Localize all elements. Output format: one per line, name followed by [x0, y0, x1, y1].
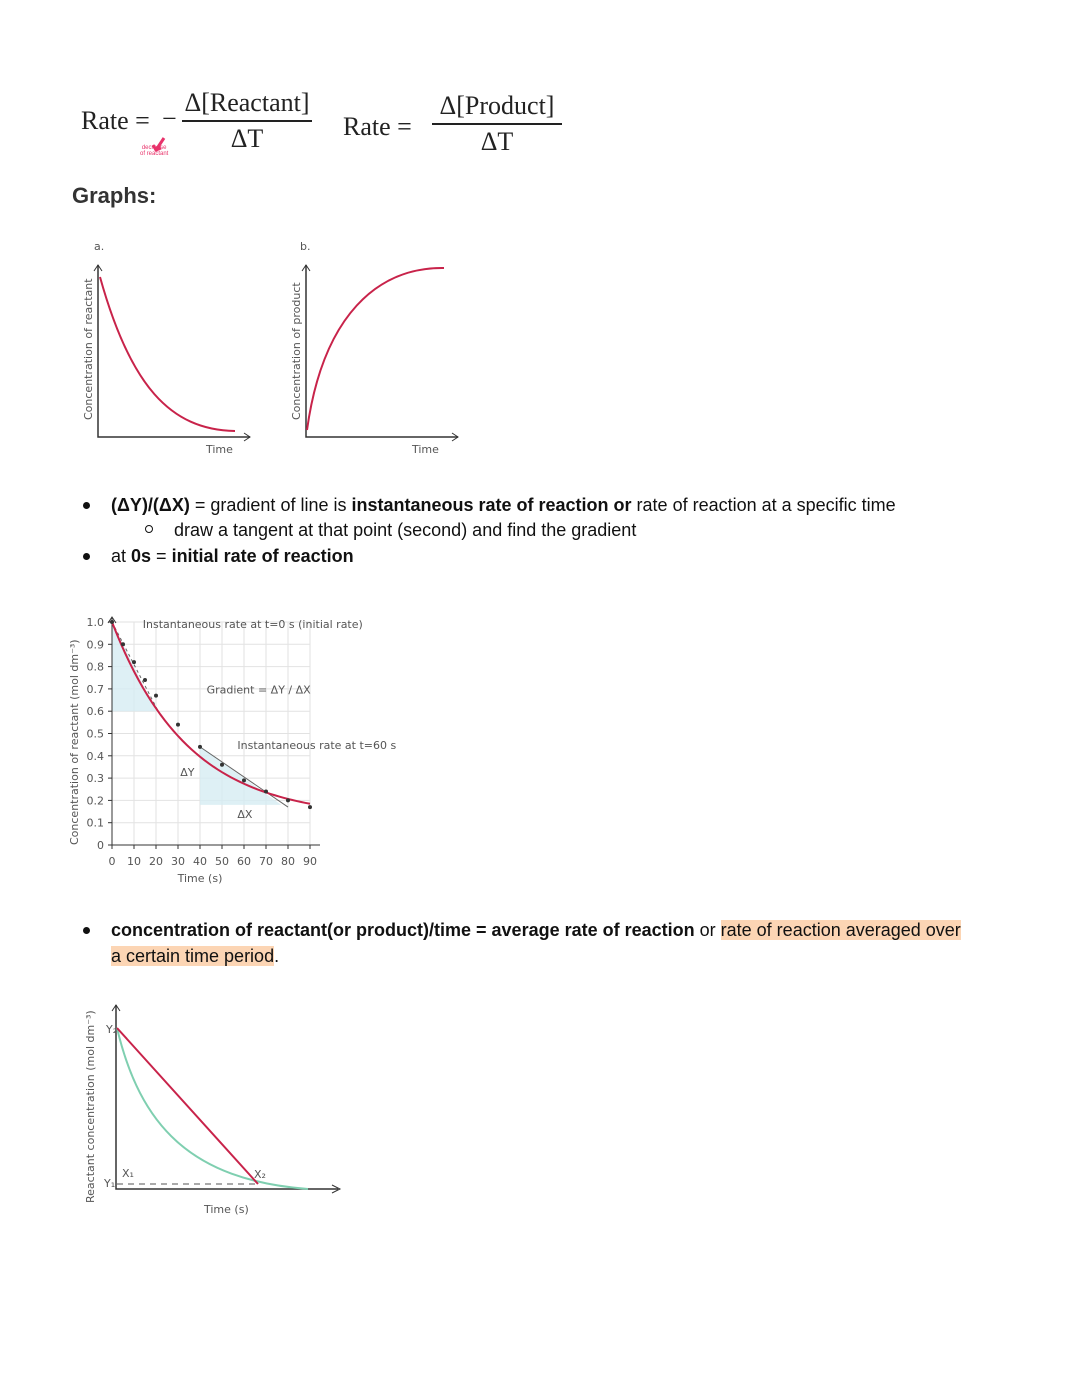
y-tick-label: 0.7	[86, 682, 104, 696]
x-axis-label: Time (s)	[204, 1203, 249, 1216]
x-tick-label: 30	[171, 855, 185, 868]
data-point	[154, 694, 158, 698]
graph-label: b.	[300, 240, 311, 253]
rate-label-2: Rate =	[343, 112, 412, 141]
text: = gradient of line is	[189, 495, 352, 515]
x-axis-label: Time (s)	[177, 872, 223, 885]
data-point	[198, 745, 202, 749]
average-rate-chart	[70, 995, 360, 1220]
bullet-average-rate	[111, 917, 1041, 969]
y-tick-label: 0.9	[86, 638, 104, 652]
y2-label: Y₂	[106, 1023, 118, 1036]
data-point	[176, 723, 180, 727]
x-tick-label: 40	[193, 855, 207, 868]
numerator: Δ[Product]	[439, 91, 555, 120]
annotation-2: Instantaneous rate at t=60 s	[237, 739, 397, 753]
annotation-1: Gradient = ΔY / ΔX	[206, 683, 311, 697]
annotation-3: ΔY	[180, 765, 195, 779]
x2-label: X₂	[254, 1168, 266, 1181]
x-axis-label: Time	[206, 443, 233, 456]
data-point	[220, 763, 224, 767]
denominator: ΔT	[230, 124, 264, 153]
y-tick-label: 0.3	[86, 772, 104, 786]
data-point	[242, 778, 246, 782]
data-point	[264, 789, 268, 793]
y-tick-label: 1.0	[86, 616, 104, 629]
x-tick-label: 50	[215, 855, 229, 868]
y-axis-label: Concentration of reactant	[82, 278, 95, 420]
text: instantaneous rate of reaction or	[351, 495, 632, 515]
x-tick-label: 80	[281, 855, 295, 868]
y-tick-label: 0.8	[86, 660, 104, 674]
annotation-0: Instantaneous rate at t=0 s (initial rate)	[142, 618, 363, 631]
numerator: Δ[Reactant]	[184, 88, 310, 117]
annotation-line-1: decrease	[141, 145, 167, 151]
text: rate of reaction at a specific time	[631, 495, 896, 515]
graph-label: a.	[94, 240, 105, 253]
sub-bullet-tangent: draw a tangent at that point (second) and find the gradient	[174, 520, 637, 540]
x-tick-label: 20	[149, 855, 163, 868]
y-tick-label: 0.6	[86, 705, 104, 719]
y-axis-label: Reactant concentration (mol dm⁻³)	[84, 1010, 97, 1203]
text: 0s	[131, 546, 152, 566]
y-tick-label: 0.1	[86, 816, 104, 830]
text: at	[111, 546, 132, 566]
y-tick-label: 0.2	[86, 794, 104, 808]
text: or	[694, 920, 721, 940]
data-point	[308, 805, 312, 809]
text: (ΔY)/(ΔX)	[111, 495, 190, 515]
x-tick-label: 0	[108, 855, 116, 868]
bullet-icon	[83, 927, 90, 934]
axes	[116, 1005, 338, 1189]
text: initial rate of reaction	[171, 546, 354, 566]
y-tick-label: 0	[97, 839, 104, 852]
section-heading: Graphs:	[72, 183, 157, 208]
x1-label: X₁	[122, 1167, 134, 1180]
text: =	[151, 546, 172, 566]
text: .	[274, 946, 280, 966]
x-tick-label: 90	[303, 855, 317, 868]
average-rate-line	[117, 1028, 258, 1184]
highlighted-text: a certain time period	[111, 946, 275, 966]
annotation-line-2: of reactant	[140, 151, 169, 157]
y-axis-label: Concentration of product	[290, 282, 303, 420]
y-tick-label: 0.4	[86, 749, 104, 763]
data-point	[121, 642, 125, 646]
concentration-curve	[117, 1028, 308, 1189]
minus-sign: −	[162, 104, 177, 133]
data-point	[286, 798, 290, 802]
y1-label: Y₁	[104, 1177, 116, 1190]
data-point	[143, 678, 147, 682]
rate-label-1: Rate =	[81, 106, 150, 135]
highlighted-text: rate of reaction averaged over	[720, 920, 961, 940]
denominator: ΔT	[480, 127, 514, 156]
axis-arrows	[112, 1005, 340, 1193]
x-axis-label: Time	[412, 443, 439, 456]
y-axis-label: Concentration of reactant (mol dm⁻³)	[68, 639, 81, 845]
data-point	[132, 660, 136, 664]
x-tick-label: 10	[127, 855, 141, 868]
x-tick-label: 70	[259, 855, 273, 868]
x-tick-label: 60	[237, 855, 251, 868]
annotation-4: ΔX	[237, 808, 253, 822]
y-tick-label: 0.5	[86, 727, 104, 741]
text: concentration of reactant(or product)/time = average rate of reaction	[111, 920, 695, 940]
